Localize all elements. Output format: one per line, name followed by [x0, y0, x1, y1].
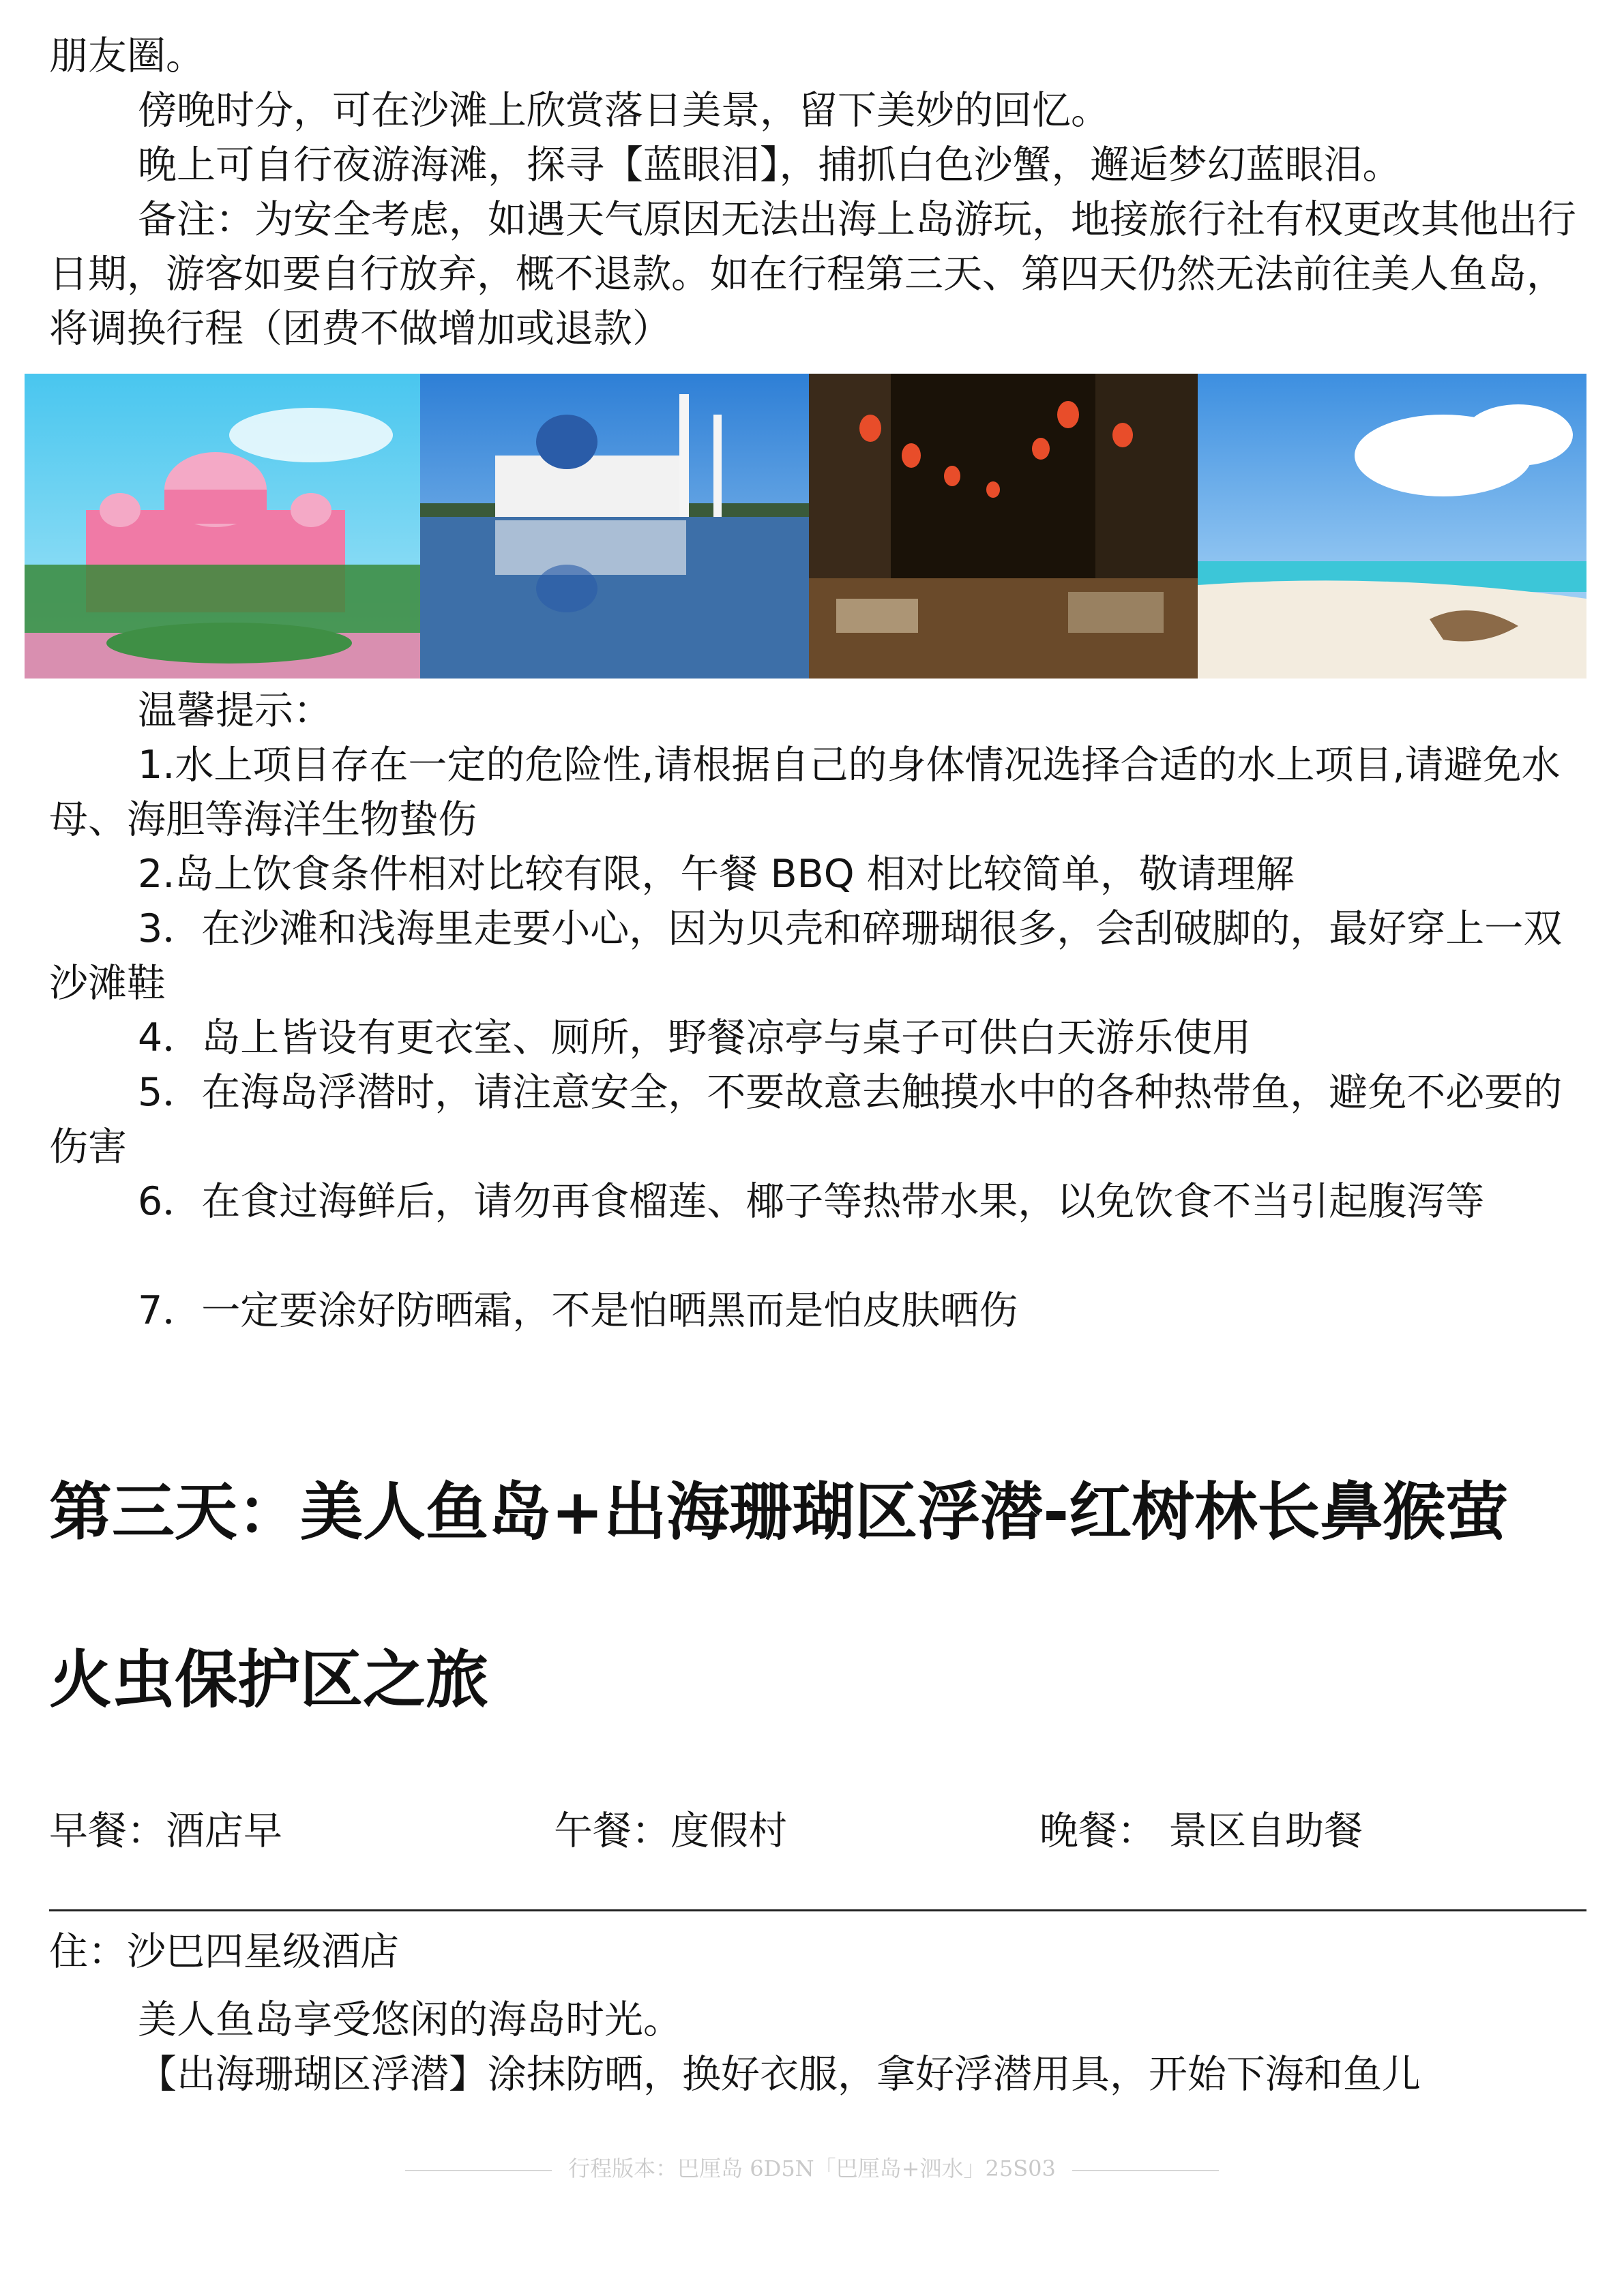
- footer-version-text: 行程版本：巴厘岛 6D5N「巴厘岛+泗水」25S03: [568, 2156, 1056, 2181]
- dinner-info: 晚餐： 景区自助餐: [1039, 1808, 1363, 1853]
- night-market-photo: [809, 374, 1198, 679]
- tip-item-1: 1.水上项目存在一定的危险性,请根据自己的身体情况选择合适的水上项目,请避免水母、海胆等海洋生物蛰伤: [49, 743, 1561, 842]
- floating-mosque-photo: [420, 374, 809, 679]
- tip-item-4: 4．岛上皆设有更衣室、厕所，野餐凉亭与桌子可供白天游乐使用: [138, 1015, 1252, 1060]
- footer-line-right: [1072, 2170, 1219, 2171]
- day3-title-line1: 第三天：美人鱼岛+出海珊瑚区浮潜-红树林长鼻猴萤: [49, 1476, 1509, 1549]
- lunch-info: 午餐：度假村: [554, 1808, 787, 1853]
- footer: [0, 2151, 1624, 2183]
- tip-item-7: 7．一定要涂好防晒霜，不是怕晒黑而是怕皮肤晒伤: [138, 1288, 1018, 1333]
- day3-title-line2: 火虫保护区之旅: [49, 1643, 489, 1716]
- footer-line-left: [405, 2170, 552, 2171]
- tip-item-2: 2.岛上饮食条件相对比较有限，午餐 BBQ 相对比较简单，敬请理解: [138, 852, 1295, 897]
- photo-strip: [25, 374, 1586, 679]
- day3-paragraph-1: 美人鱼岛享受悠闲的海岛时光。: [138, 1997, 682, 2042]
- sunset-paragraph: 傍晚时分，可在沙滩上欣赏落日美景，留下美妙的回忆。: [138, 88, 1110, 133]
- tip-item-5: 5．在海岛浮潜时，请注意安全，不要故意去触摸水中的各种热带鱼，避免不必要的伤害: [49, 1070, 1563, 1169]
- breakfast-info: 早餐：酒店早: [49, 1808, 282, 1853]
- meals-row: [49, 1800, 1584, 1862]
- pink-mosque-photo: [25, 374, 420, 679]
- hotel-info: 住：沙巴四星级酒店: [49, 1929, 399, 1974]
- tips-title: 温馨提示：: [138, 688, 332, 733]
- night-beach-paragraph: 晚上可自行夜游海滩，探寻【蓝眼泪】，捕抓白色沙蟹，邂逅梦幻蓝眼泪。: [138, 143, 1402, 188]
- beach-photo: [1198, 374, 1586, 679]
- divider: [49, 1909, 1586, 1911]
- weather-note-paragraph: 备注：为安全考虑，如遇天气原因无法出海上岛游玩，地接旅行社有权更改其他出行日期，游客如要自行放弃，概不退款。如在行程第三天、第四天仍然无法前往美人鱼岛，将调换行程（团费不做增加或退款）: [49, 197, 1576, 351]
- day3-paragraph-2: 【出海珊瑚区浮潜】涂抹防晒，换好衣服，拿好浮潜用具，开始下海和鱼儿: [138, 2052, 1421, 2097]
- intro-line: 朋友圈。: [49, 33, 205, 78]
- tip-item-3: 3．在沙滩和浅海里走要小心，因为贝壳和碎珊瑚很多，会刮破脚的，最好穿上一双沙滩鞋: [49, 906, 1563, 1006]
- tip-item-6: 6．在食过海鲜后，请勿再食榴莲、椰子等热带水果，以免饮食不当引起腹泻等: [138, 1179, 1485, 1224]
